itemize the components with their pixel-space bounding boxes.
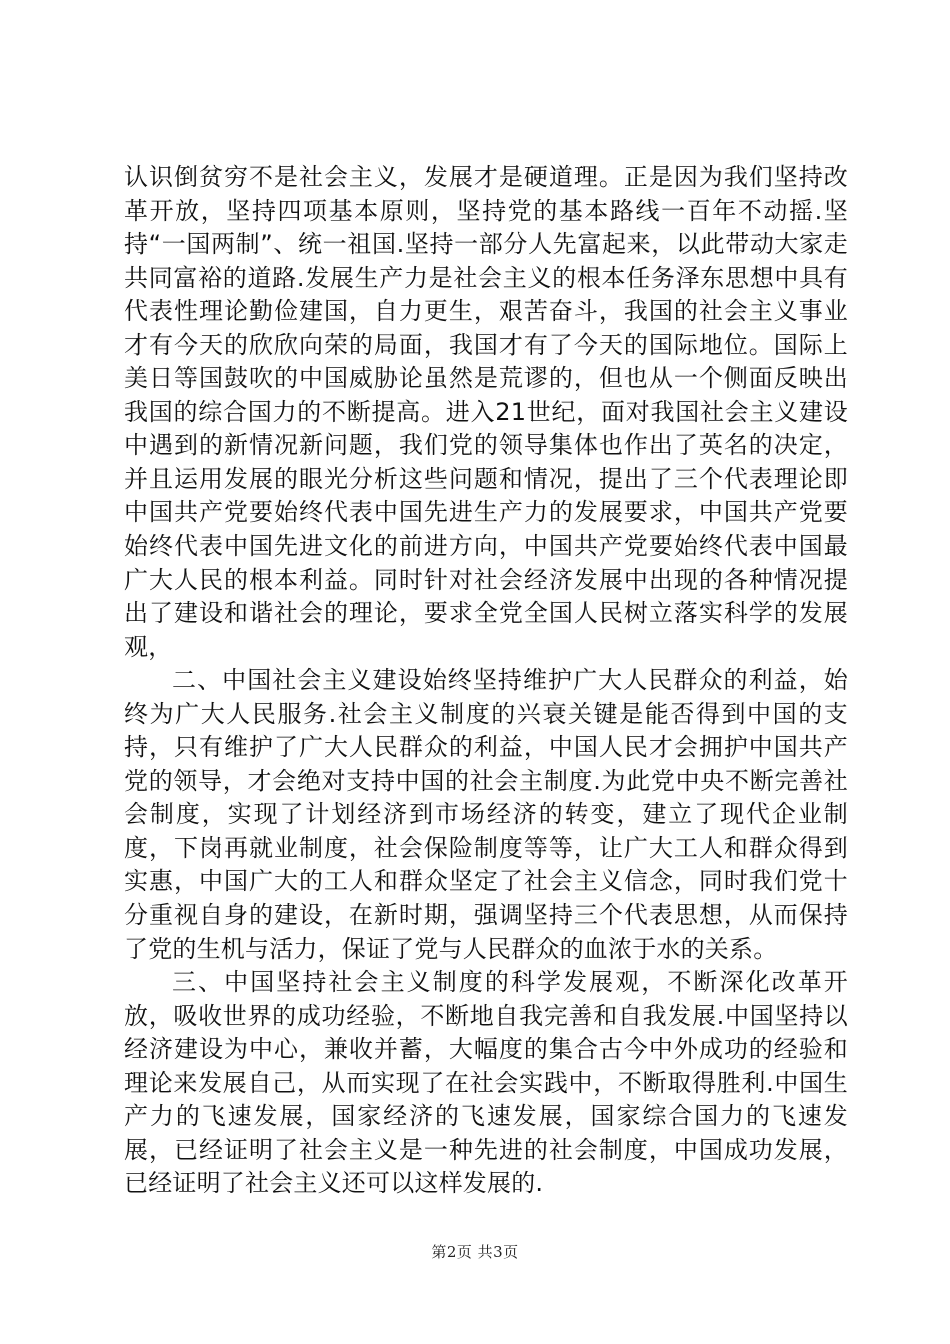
page-number-text: 第2页 共3页: [431, 1243, 519, 1261]
paragraph-2: 二、中国社会主义建设始终坚持维护广大人民群众的利益，始终为广大人民服务.社会主义制度的兴衰关键是能否得到中国的支持，只有维护了广大人民群众的利益，中国人民才会拥护中国共产党的领导，才会绝对支持中国的社会主制度.为此党中央不断完善社会制度，实现了计划经济到市场经济的转变，建立了现代企业制度，下岗再就业制度，社会保险制度等等，让广大工人和群众得到实惠，中国广大的工人和群众坚定了社会主义信念，同时我们党十分重视自身的建设，在新时期，强调坚持三个代表思想，从而保持了党的生机与活力，保证了党与人民群众的血浓于水的关系。: [124, 666, 848, 963]
document-body: [124, 161, 848, 1201]
paragraph-3: 三、中国坚持社会主义制度的科学发展观，不断深化改革开放，吸收世界的成功经验，不断地自我完善和自我发展.中国坚持以经济建设为中心，兼收并蓄，大幅度的集合古今中外成功的经验和理论来发展自己，从而实现了在社会实践中，不断取得胜利.中国生产力的飞速发展，国家经济的飞速发展，国家综合国力的飞速发展，已经证明了社会主义是一种先进的社会制度，中国成功发展，已经证明了社会主义还可以这样发展的.: [124, 968, 848, 1198]
paragraph-1: 认识倒贫穷不是社会主义，发展才是硬道理。正是因为我们坚持改革开放，坚持四项基本原则，坚持党的基本路线一百年不动摇.坚持“一国两制”、统一祖国.坚持一部分人先富起来，以此带动大家走共同富裕的道路.发展生产力是社会主义的根本任务泽东思想中具有代表性理论勤俭建国，自力更生，艰苦奋斗，我国的社会主义事业才有今天的欣欣向荣的局面，我国才有了今天的国际地位。国际上美日等国鼓吹的中国威胁论虽然是荒谬的，但也从一个侧面反映出我国的综合国力的不断提高。进入21世纪，面对我国社会主义建设中遇到的新情况新问题，我们党的领导集体也作出了英名的决定，并且运用发展的眼光分析这些问题和情况，提出了三个代表理论即中国共产党要始终代表中国先进生产力的发展要求，中国共产党要始终代表中国先进文化的前进方向，中国共产党要始终代表中国最广大人民的根本利益。同时针对社会经济发展中出现的各种情况提出了建设和谐社会的理论，要求全党全国人民树立落实科学的发展观，: [124, 163, 848, 661]
page-footer: [0, 1241, 950, 1262]
